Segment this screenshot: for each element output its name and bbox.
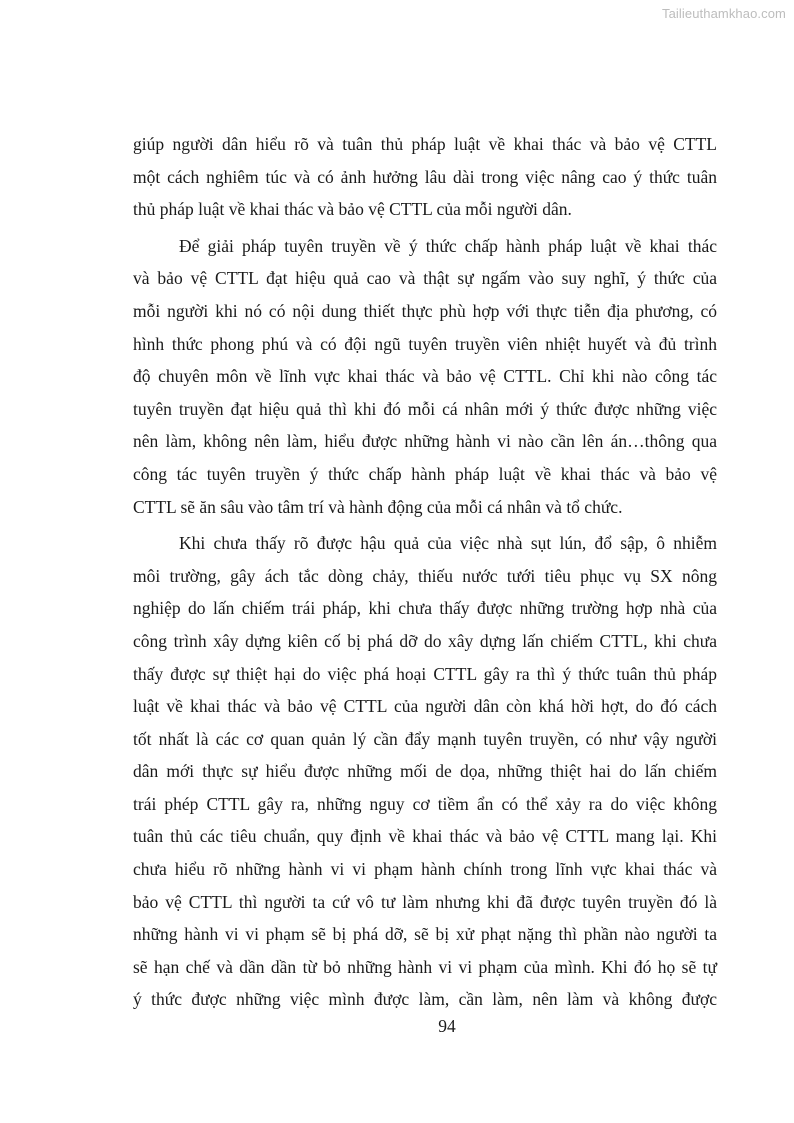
- text-line: những hành vi vi phạm sẽ bị phá dỡ, sẽ bị xử phạt nặng thì phần nào người ta: [133, 924, 717, 945]
- text-line: thấy được sự thiệt hại do việc phá hoại CTTL gây ra thì ý thức tuân thủ pháp: [133, 663, 717, 684]
- paragraph-3: [133, 527, 717, 1016]
- text-line: nghiệp do lấn chiếm trái pháp, khi chưa thấy được những trường hợp nhà của: [133, 598, 717, 619]
- text-line: Để giải pháp tuyên truyền về ý thức chấp hành pháp luật về khai thác: [179, 235, 717, 256]
- text-line: môi trường, gây ách tắc dòng chảy, thiếu nước tưới tiêu phục vụ SX nông: [133, 565, 717, 586]
- text-line: một cách nghiêm túc và có ảnh hưởng lâu dài trong việc nâng cao ý thức tuân: [133, 166, 717, 187]
- text-line: chưa hiểu rõ những hành vi vi phạm hành chính trong lĩnh vực khai thác và: [133, 859, 717, 880]
- text-line: nên làm, không nên làm, hiểu được những hành vi nào cần lên án…thông qua: [133, 431, 717, 452]
- text-line: tuyên truyền đạt hiệu quả thì khi đó mỗi cá nhân mới ý thức được những việc: [133, 398, 717, 419]
- watermark-text: Tailieuthamkhao.com: [661, 6, 786, 21]
- text-line: hình thức phong phú và có đội ngũ tuyên truyền viên nhiệt huyết và đủ trình: [133, 333, 717, 354]
- text-line: thủ pháp luật về khai thác và bảo vệ CTTL của mỗi người dân.: [133, 199, 572, 220]
- text-line: mỗi người khi nó có nội dung thiết thực phù hợp với thực tiễn địa phương, có: [133, 300, 717, 321]
- text-line: công trình xây dựng kiên cố bị phá dỡ do xây dựng lấn chiếm CTTL, khi chưa: [133, 630, 717, 651]
- text-line: sẽ hạn chế và dần dần từ bỏ những hành vi vi phạm của mình. Khi đó họ sẽ tự: [133, 956, 717, 977]
- page-number: 94: [438, 1016, 456, 1036]
- text-line: luật về khai thác và bảo vệ CTTL của người dân còn khá hời hợt, do đó cách: [133, 696, 717, 717]
- text-line: công tác tuyên truyền ý thức chấp hành pháp luật về khai thác và bảo vệ: [133, 463, 717, 484]
- text-line: và bảo vệ CTTL đạt hiệu quả cao và thật sự ngấm vào suy nghĩ, ý thức của: [133, 268, 717, 289]
- text-line: ý thức được những việc mình được làm, cần làm, nên làm và không được: [133, 989, 717, 1010]
- text-line: giúp người dân hiểu rõ và tuân thủ pháp luật về khai thác và bảo vệ CTTL: [133, 134, 717, 154]
- text-line: độ chuyên môn về lĩnh vực khai thác và bảo vệ CTTL. Chỉ khi nào công tác: [133, 366, 717, 387]
- text-line: dân mới thực sự hiểu được những mối de dọa, những thiệt hai do lấn chiếm: [133, 761, 717, 782]
- text-line: trái phép CTTL gây ra, những nguy cơ tiềm ẩn có thể xảy ra do việc không: [133, 793, 717, 814]
- text-line: tốt nhất là các cơ quan quản lý cần đẩy mạnh tuyên truyền, có như vậy người: [133, 728, 717, 749]
- paragraph-2: [133, 230, 717, 523]
- paragraph-1: [133, 128, 717, 226]
- text-line: Khi chưa thấy rõ được hậu quả của việc nhà sụt lún, đổ sập, ô nhiễm: [179, 533, 717, 554]
- text-line: CTTL sẽ ăn sâu vào tâm trí và hành động của mỗi cá nhân và tổ chức.: [133, 496, 623, 517]
- text-line: tuân thủ các tiêu chuẩn, quy định về khai thác và bảo vệ CTTL mang lại. Khi: [133, 826, 717, 847]
- text-line: bảo vệ CTTL thì người ta cứ vô tư làm nhưng khi đã được tuyên truyền đó là: [133, 891, 717, 912]
- document-body: [133, 128, 717, 1016]
